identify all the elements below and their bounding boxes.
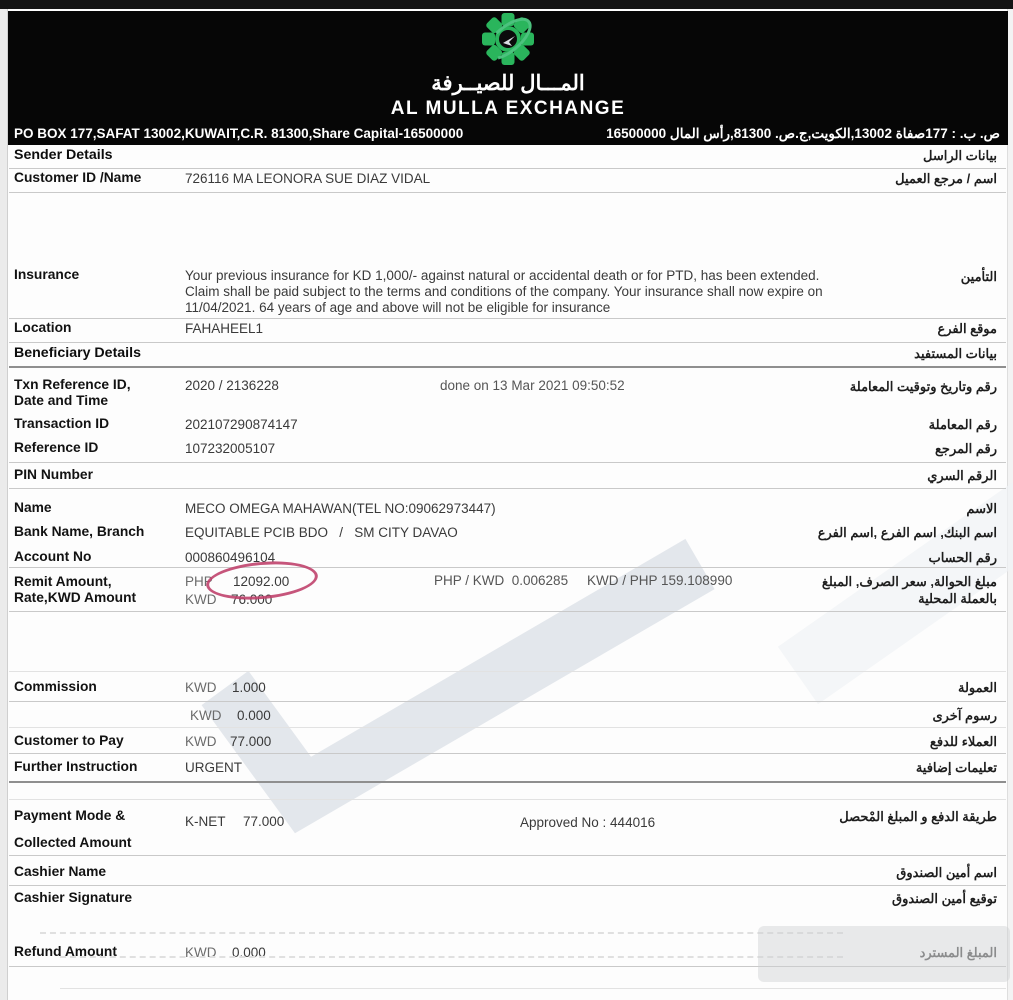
label-txn-reference-line2: Date and Time (14, 393, 109, 408)
label-name: Name (14, 500, 52, 515)
label-name-arabic: الاسم (966, 501, 997, 516)
divider (9, 701, 1006, 702)
label-account-no-arabic: رقم الحساب (928, 550, 997, 565)
label-payment-mode-arabic: طريقة الدفع و المبلغ المْحصل (839, 809, 997, 824)
divider (9, 855, 1006, 856)
value-other-charges-amount: 0.000 (237, 708, 271, 723)
section-sender-details-arabic: بيانات الراسل (922, 148, 997, 163)
label-account-no: Account No (14, 549, 92, 564)
faded-divider (60, 956, 843, 958)
divider (9, 488, 1006, 489)
label-bank-branch-arabic: اسم البنك, اسم الفرع ,اسم الفرع (817, 525, 997, 540)
value-customer-to-pay-currency: KWD (185, 734, 217, 749)
section-divider (9, 366, 1006, 368)
divider (9, 168, 1006, 169)
value-approved-no: Approved No : 444016 (520, 815, 656, 830)
label-customer-to-pay: Customer to Pay (14, 733, 124, 748)
label-remit-amount-line1: Remit Amount, (14, 574, 112, 589)
label-other-charges-arabic: رسوم آخرى (932, 708, 997, 723)
label-customer-to-pay-arabic: العملاء للدفع (929, 734, 997, 749)
label-txn-reference-arabic: رقم وتاريخ وتوقيت المعاملة (849, 379, 997, 394)
label-reference-id: Reference ID (14, 440, 99, 455)
divider (9, 611, 1006, 612)
label-location: Location (14, 320, 72, 335)
label-remit-amount-line2: Rate,KWD Amount (14, 590, 137, 605)
value-collected-amount: 77.000 (243, 814, 285, 829)
label-cashier-name: Cashier Name (14, 864, 107, 879)
section-divider (9, 781, 1006, 783)
brand-name-arabic: المـــال للصيــرفة (431, 72, 585, 95)
address-english: PO BOX 177,SAFAT 13002,KUWAIT,C.R. 81300,Share Capital-16500000 (14, 126, 464, 141)
divider (9, 885, 1006, 886)
redaction-overlay (758, 926, 1010, 982)
label-refund-amount-arabic: المبلغ المسترد (919, 945, 997, 960)
value-bank-branch: EQUITABLE PCIB BDO / SM CITY DAVAO (185, 525, 458, 540)
value-remit-php-amount: 12092.00 (233, 574, 290, 589)
label-payment-mode-line1: Payment Mode & (14, 808, 126, 823)
label-payment-mode-line2: Collected Amount (14, 835, 132, 850)
value-reference-id: 107232005107 (185, 441, 276, 456)
value-commission-currency: KWD (185, 680, 217, 695)
divider (9, 671, 1006, 672)
section-beneficiary-details-arabic: بيانات المستفيد (914, 346, 997, 361)
label-cashier-name-arabic: اسم أمين الصندوق (896, 865, 997, 880)
label-refund-amount: Refund Amount (14, 944, 117, 959)
brand-name-english: AL MULLA EXCHANGE (390, 98, 626, 119)
divider (9, 799, 1006, 800)
divider (9, 727, 1006, 728)
address-arabic: ص. ب. : 177صفاة 13002,الكويت,ج.ص. 81300,رأس المال 16500000 (606, 126, 1000, 141)
value-rate-kwd-php: KWD / PHP 159.108990 (587, 573, 733, 588)
value-refund-amount: 0.000 (232, 945, 266, 960)
label-pin-number-arabic: الرقم السري (927, 468, 997, 483)
label-further-instruction: Further Instruction (14, 759, 138, 774)
label-reference-id-arabic: رقم المرجع (935, 441, 997, 456)
label-transaction-id: Transaction ID (14, 416, 110, 431)
label-cashier-signature-arabic: توقيع أمين الصندوق (892, 891, 997, 906)
value-rate-php-kwd: PHP / KWD 0.006285 (434, 573, 569, 588)
divider (9, 342, 1006, 343)
label-remit-amount-arabic-line1: مبلغ الحوالة, سعر الصرف, المبلغ (821, 574, 997, 589)
label-transaction-id-arabic: رقم المعاملة (928, 417, 997, 432)
label-further-instruction-arabic: تعليمات إضافية (915, 760, 997, 775)
value-remit-php-currency: PHP (185, 574, 213, 589)
value-remit-kwd-currency: KWD (185, 592, 217, 607)
value-account-no: 000860496104 (185, 550, 276, 565)
section-beneficiary-details: Beneficiary Details (14, 345, 141, 361)
value-further-instruction: URGENT (185, 760, 242, 775)
value-payment-mode: K-NET (185, 814, 226, 829)
label-remit-amount-arabic-line2: بالعملة المحلية (918, 591, 997, 606)
divider (9, 462, 1006, 463)
divider (9, 567, 1006, 568)
value-txn-reference: 2020 / 2136228 (185, 378, 279, 393)
value-name: MECO OMEGA MAHAWAN(TEL NO:09062973447) (185, 501, 496, 516)
value-transaction-id: 202107290874147 (185, 417, 298, 432)
label-customer-id-arabic: اسم / مرجع العميل (895, 171, 997, 186)
value-customer-id: 726116 MA LEONORA SUE DIAZ VIDAL (185, 171, 431, 186)
label-txn-reference-line1: Txn Reference ID, (14, 377, 131, 392)
divider (9, 753, 1006, 754)
label-insurance-arabic: التأمين (960, 269, 997, 284)
label-commission: Commission (14, 679, 97, 694)
value-refund-currency: KWD (185, 945, 217, 960)
value-commission-amount: 1.000 (232, 680, 266, 695)
label-cashier-signature: Cashier Signature (14, 890, 133, 905)
value-location: FAHAHEEL1 (185, 321, 264, 336)
section-sender-details: Sender Details (14, 147, 113, 163)
value-txn-done-on: done on 13 Mar 2021 09:50:52 (440, 378, 625, 393)
label-insurance: Insurance (14, 267, 80, 282)
divider (9, 318, 1006, 319)
value-customer-to-pay-amount: 77.000 (230, 734, 272, 749)
value-insurance-text: Your previous insurance for KD 1,000/- against natural or accidental death or for PTD, has been extended. Claim shall be paid subject to the terms and conditions of the company. Your insurance shall now expire on 11/04/2021. 64 years of age and above will not be eligible for insurance (185, 268, 823, 316)
label-location-arabic: موقع الفرع (937, 321, 997, 336)
label-pin-number: PIN Number (14, 467, 93, 482)
label-customer-id: Customer ID /Name (14, 170, 142, 185)
label-commission-arabic: العمولة (957, 680, 997, 695)
value-other-charges-currency: KWD (190, 708, 222, 723)
divider (60, 988, 1006, 989)
divider (9, 192, 1006, 193)
value-remit-kwd-amount: 76.000 (231, 592, 273, 607)
label-bank-branch: Bank Name, Branch (14, 524, 145, 539)
faded-divider (40, 932, 843, 934)
